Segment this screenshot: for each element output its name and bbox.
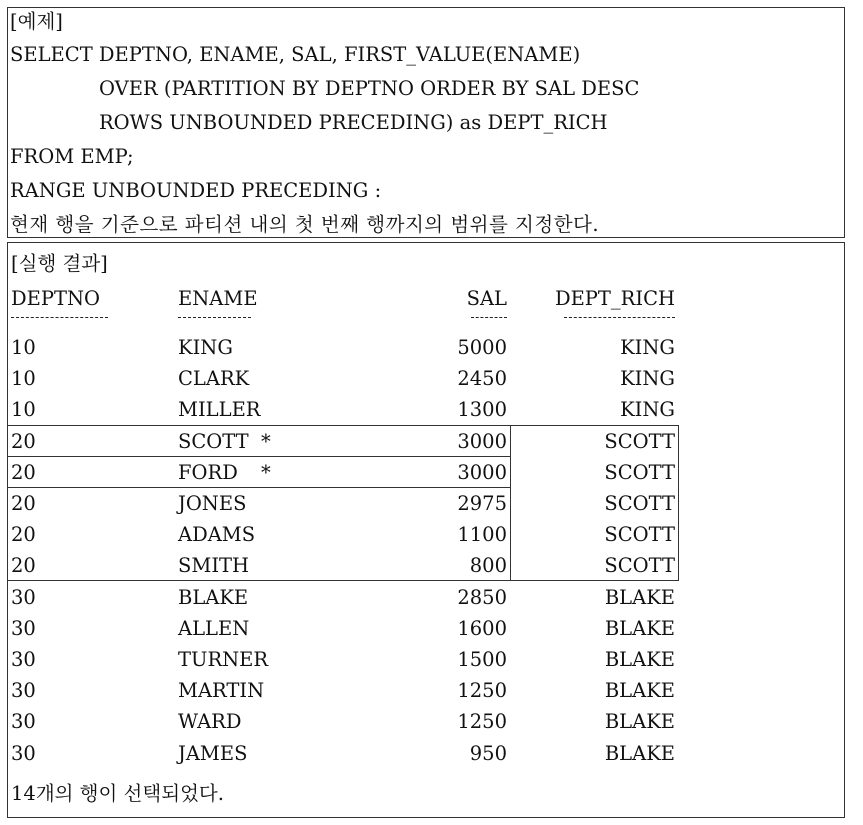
row-dept-rich: SCOTT bbox=[604, 461, 675, 484]
row-ename: ADAMS bbox=[178, 523, 256, 546]
row-dept-rich: BLAKE bbox=[604, 742, 675, 765]
row-dept-rich: BLAKE bbox=[604, 586, 675, 609]
row-ename: FORD bbox=[178, 461, 238, 484]
row-sal: 1300 bbox=[457, 398, 507, 421]
row-ename: ALLEN bbox=[178, 617, 250, 640]
row-ename: SMITH bbox=[178, 554, 250, 577]
row-dept-rich: SCOTT bbox=[604, 430, 675, 453]
row-sal: 2850 bbox=[457, 586, 507, 609]
row-ename: KING bbox=[178, 336, 233, 359]
row-sal: 1100 bbox=[457, 523, 507, 546]
result-footer: 14개의 행이 선택되었다. bbox=[11, 782, 224, 805]
col-header-sal: SAL bbox=[466, 287, 507, 310]
row-deptno: 20 bbox=[11, 461, 36, 484]
sql-line-4: FROM EMP; bbox=[10, 145, 134, 168]
row-sal: 2975 bbox=[457, 492, 507, 515]
row-ename: JONES bbox=[178, 492, 247, 515]
row-ename: MARTIN bbox=[178, 679, 265, 702]
row-dept-rich: KING bbox=[620, 398, 675, 421]
row-dept-rich: BLAKE bbox=[604, 710, 675, 733]
col-header-dept-rich: DEPT_RICH bbox=[554, 287, 675, 310]
row-ename: MILLER bbox=[178, 398, 261, 421]
row-dept-rich: BLAKE bbox=[604, 679, 675, 702]
col-underline-dept-rich bbox=[564, 317, 675, 318]
row-deptno: 30 bbox=[11, 679, 36, 702]
col-header-deptno: DEPTNO bbox=[11, 287, 101, 310]
row-sal: 1500 bbox=[457, 648, 507, 671]
row-deptno: 20 bbox=[11, 523, 36, 546]
row-sal: 3000 bbox=[457, 461, 507, 484]
row-sal: 2450 bbox=[457, 367, 507, 390]
example-box bbox=[7, 7, 845, 238]
row-deptno: 30 bbox=[11, 648, 36, 671]
row-deptno: 10 bbox=[11, 367, 36, 390]
example-label: [예제] bbox=[10, 10, 63, 33]
row-dept-rich: SCOTT bbox=[604, 492, 675, 515]
row-ename: BLAKE bbox=[178, 586, 249, 609]
row-dept-rich: KING bbox=[620, 367, 675, 390]
row-sal: 3000 bbox=[457, 430, 507, 453]
row-dept-rich: SCOTT bbox=[604, 523, 675, 546]
row-dept-rich: SCOTT bbox=[604, 554, 675, 577]
row-deptno: 30 bbox=[11, 586, 36, 609]
row-ename: JAMES bbox=[178, 742, 248, 765]
sql-line-2: OVER (PARTITION BY DEPTNO ORDER BY SAL DESC bbox=[99, 77, 640, 100]
row-ename: SCOTT bbox=[178, 430, 249, 453]
row-deptno: 30 bbox=[11, 710, 36, 733]
row-deptno: 20 bbox=[11, 554, 36, 577]
note-body: 현재 행을 기준으로 파티션 내의 첫 번째 행까지의 범위를 지정한다. bbox=[10, 213, 600, 236]
row-deptno: 20 bbox=[11, 430, 36, 453]
row-deptno: 30 bbox=[11, 742, 36, 765]
row-dept-rich: KING bbox=[620, 336, 675, 359]
row-sal: 950 bbox=[469, 742, 507, 765]
row-deptno: 10 bbox=[11, 398, 36, 421]
col-header-ename: ENAME bbox=[178, 287, 258, 310]
note-title: RANGE UNBOUNDED PRECEDING : bbox=[10, 179, 382, 202]
row-ename: TURNER bbox=[178, 648, 269, 671]
sql-line-1: SELECT DEPTNO, ENAME, SAL, FIRST_VALUE(ENAME) bbox=[10, 43, 581, 66]
col-underline-ename bbox=[178, 317, 251, 318]
highlight-dept20-rich bbox=[510, 425, 679, 581]
col-underline-deptno bbox=[11, 317, 108, 318]
row-sal: 5000 bbox=[457, 336, 507, 359]
row-dept-rich: BLAKE bbox=[604, 617, 675, 640]
result-label: [실행 결과] bbox=[11, 252, 108, 275]
highlight-dept20-group bbox=[7, 425, 511, 581]
row-ename: CLARK bbox=[178, 367, 250, 390]
row-sal: 800 bbox=[469, 554, 507, 577]
row-dept-rich: BLAKE bbox=[604, 648, 675, 671]
row-deptno: 20 bbox=[11, 492, 36, 515]
row-sal: 1600 bbox=[457, 617, 507, 640]
row-mark: * bbox=[261, 430, 271, 453]
row-sal: 1250 bbox=[457, 679, 507, 702]
col-underline-sal bbox=[471, 317, 507, 318]
row-sal: 1250 bbox=[457, 710, 507, 733]
row-deptno: 30 bbox=[11, 617, 36, 640]
row-deptno: 10 bbox=[11, 336, 36, 359]
row-ename: WARD bbox=[178, 710, 242, 733]
row-mark: * bbox=[261, 461, 271, 484]
sql-line-3: ROWS UNBOUNDED PRECEDING) as DEPT_RICH bbox=[99, 111, 608, 134]
